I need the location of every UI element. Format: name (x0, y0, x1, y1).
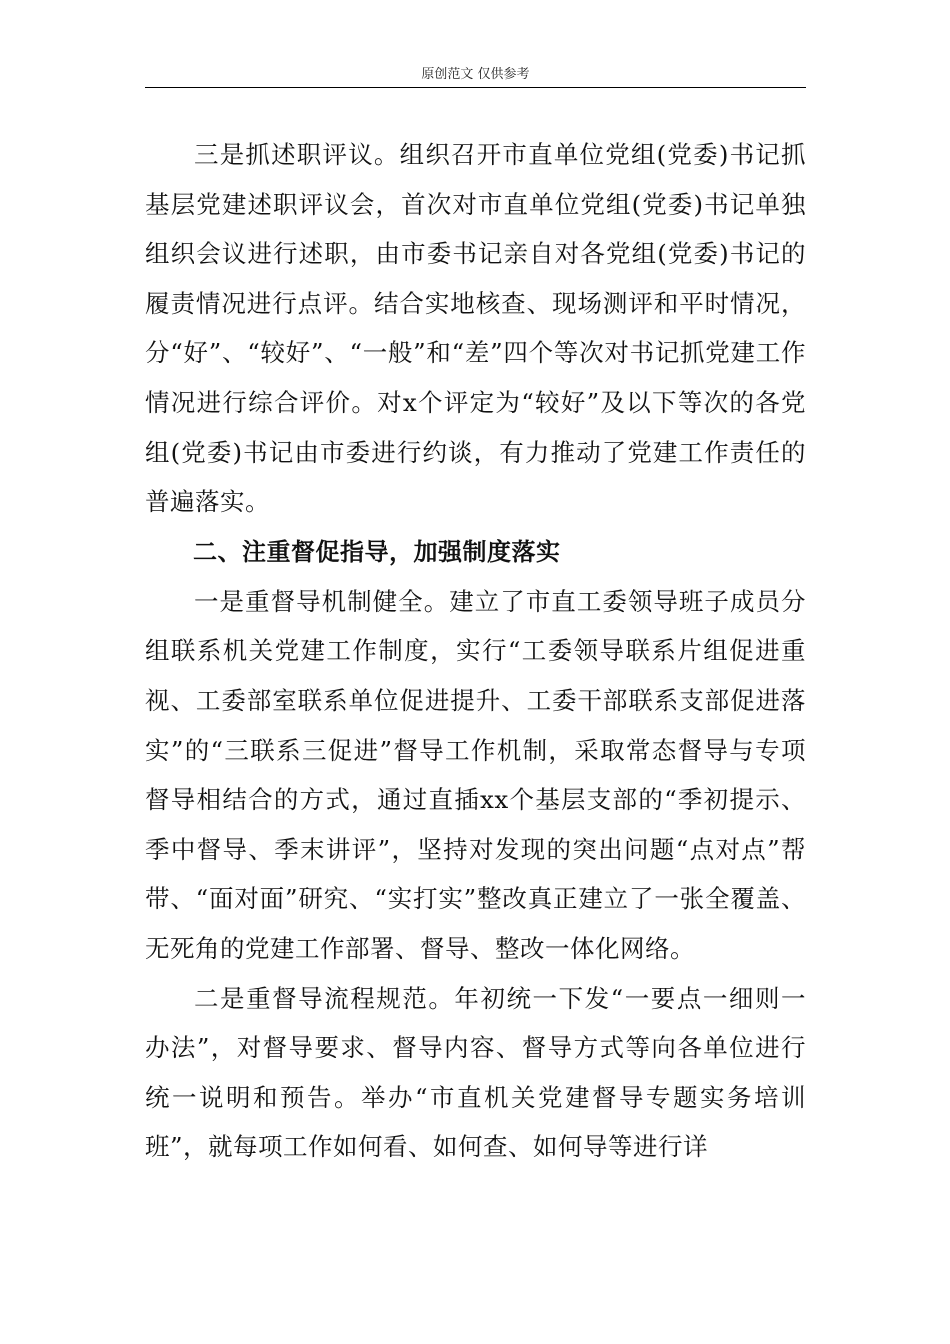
paragraph-shi-zhi-ping-yi: 三是抓述职评议。组织召开市直单位党组(党委)书记抓基层党建述职评议会，首次对市直单位党组(党委)书记单独组织会议进行述职，由市委书记亲自对各党组(党委)书记的履责情况进行点评。结合实地核查、现场测评和平时情况，分“好”、“较好”、“一般”和“差”四个等次对书记抓党建工作情况进行综合评价。对x个评定为“较好”及以下等次的各党组(党委)书记由市委进行约谈，有力推动了党建工作责任的普遍落实。 (145, 140, 806, 517)
document-body (145, 130, 806, 1172)
paragraph-du-dao-liu-cheng: 二是重督导流程规范。年初统一下发“一要点一细则一办法”，对督导要求、督导内容、督导方式等向各单位进行统一说明和预告。举办“市直机关党建督导专题实务培训班”，就每项工作如何看、如何查、如何导等进行详 (145, 983, 806, 1162)
section-heading-two: 二、注重督促指导，加强制度落实 (193, 537, 561, 566)
header-divider (145, 87, 806, 88)
page-header: 原创范文 仅供参考 (421, 67, 530, 82)
paragraph-du-dao-ji-zhi: 一是重督导机制健全。建立了市直工委领导班子成员分组联系机关党建工作制度，实行“工委领导联系片组促进重视、工委部室联系单位促进提升、工委干部联系支部促进落实”的“三联系三促进”督导工作机制，采取常态督导与专项督导相结合的方式，通过直插xx个基层支部的“季初提示、季中督导、季末讲评”，坚持对发现的突出问题“点对点”帮带、“面对面”研究、“实打实”整改真正建立了一张全覆盖、无死角的党建工作部署、督导、整改一体化网络。 (145, 586, 806, 963)
